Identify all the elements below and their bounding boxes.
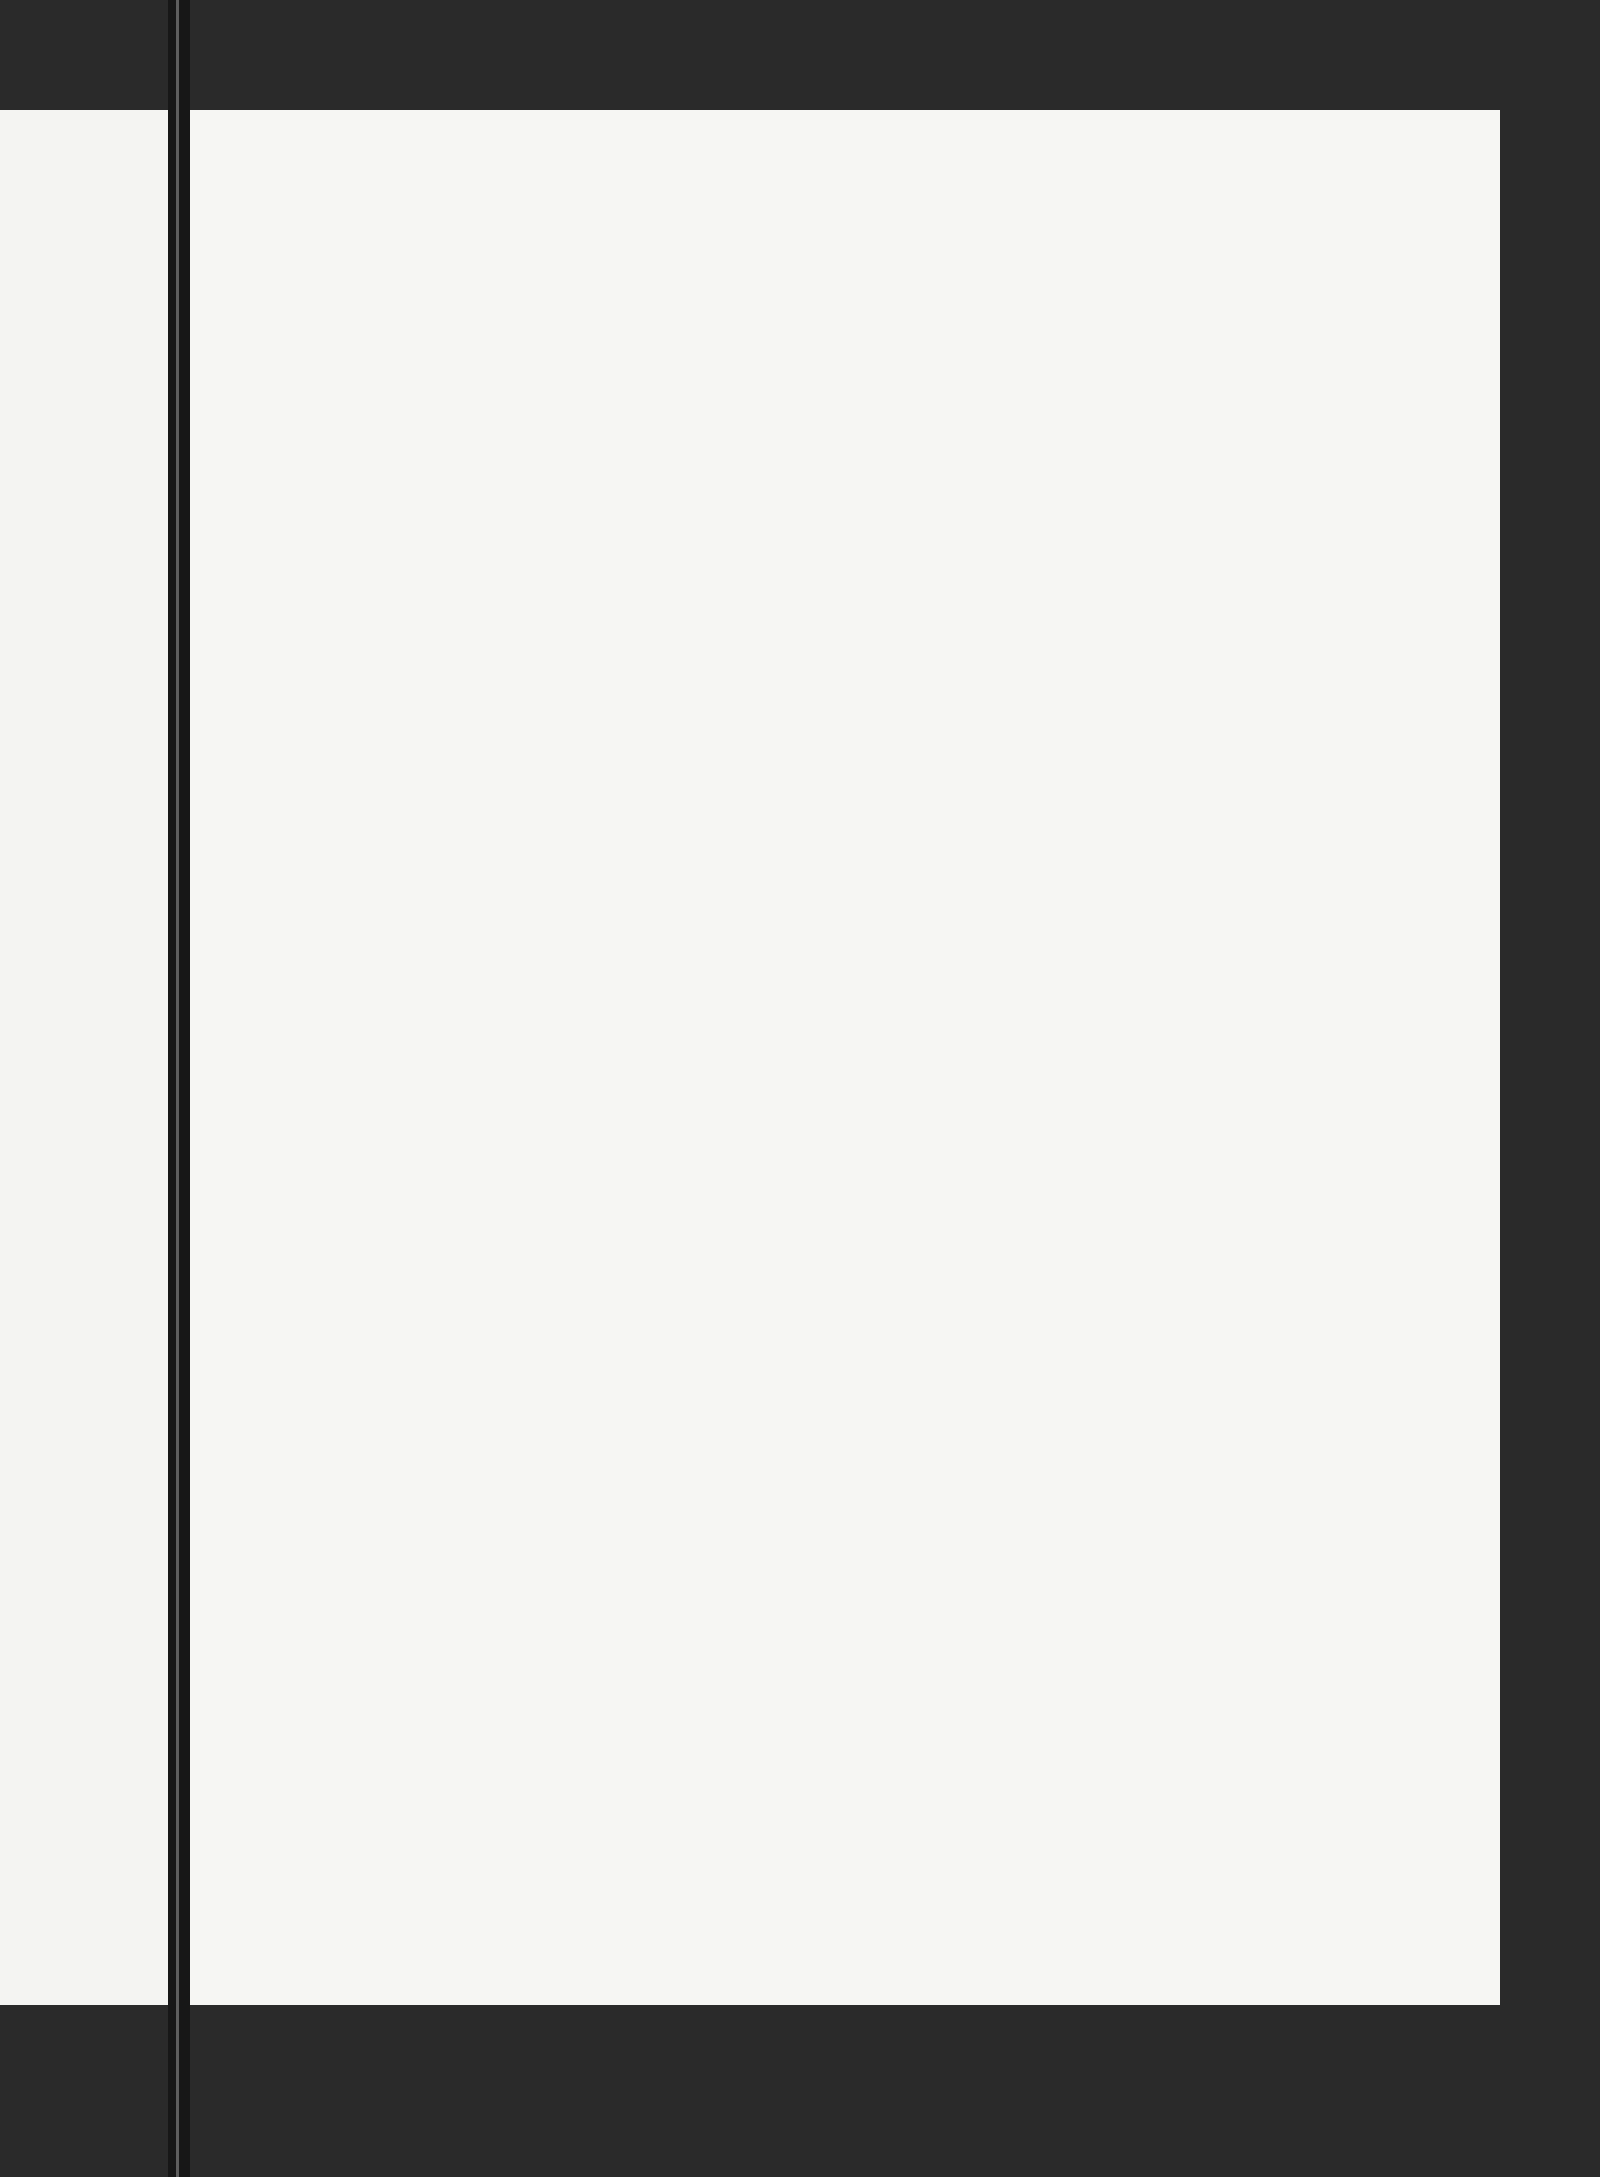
left-page: [0, 110, 168, 2005]
main-page: [190, 110, 1500, 2005]
book-spine: [168, 0, 190, 2177]
spine-highlight: [176, 0, 179, 2177]
